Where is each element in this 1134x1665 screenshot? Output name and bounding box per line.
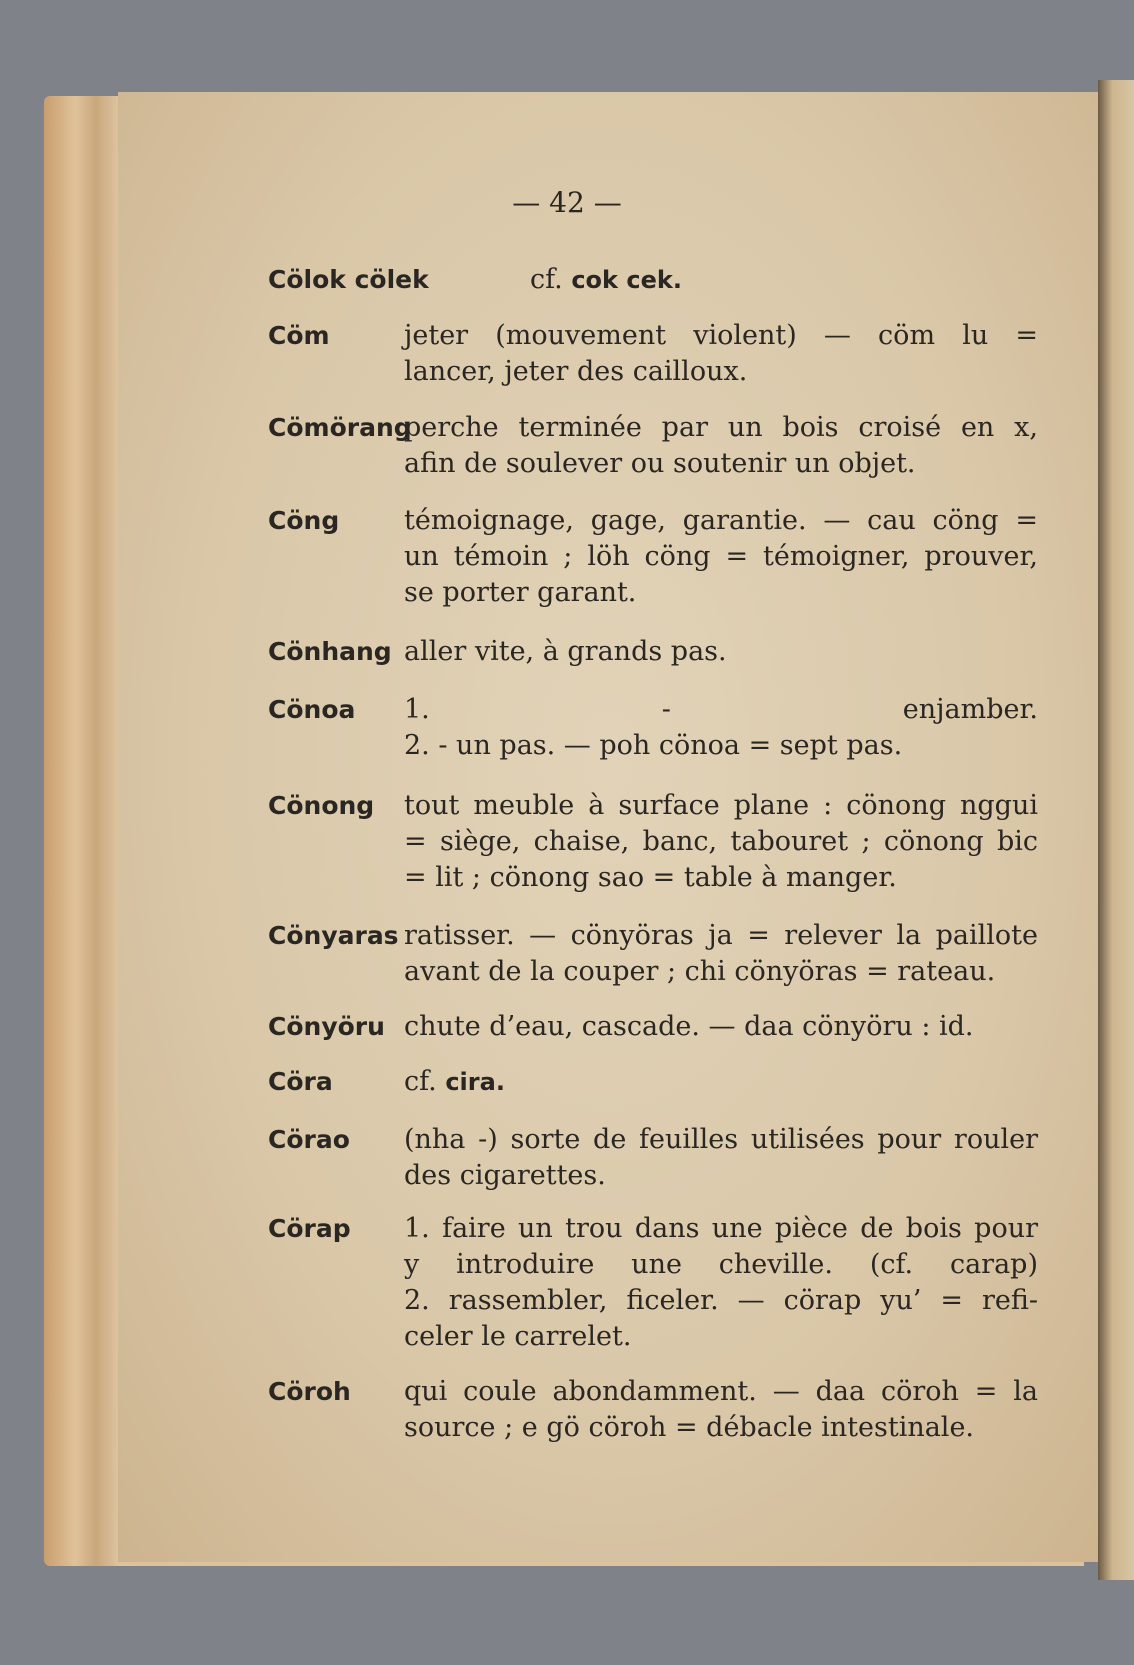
definition-line [404, 728, 1038, 764]
headword: Cönyaras [268, 921, 399, 950]
definition [404, 318, 1038, 390]
definition-line [530, 262, 1038, 298]
dictionary-entry [268, 410, 1038, 482]
definition-line [404, 1009, 1038, 1045]
definition-text: = siège, chaise, banc, tabouret ; cönong bic [404, 826, 1038, 857]
definition-line [404, 1374, 1038, 1410]
headword: Cölok cölek [268, 265, 429, 294]
dictionary-entry [268, 634, 1038, 670]
dictionary-entry [268, 1122, 1038, 1194]
dictionary-entry [268, 1064, 1038, 1100]
headword: Cönhang [268, 637, 392, 666]
definition-line [404, 1247, 1038, 1283]
definition-text: 2. rassembler, ficeler. — cörap yu’ = refi- [404, 1285, 1038, 1316]
definition [404, 1374, 1038, 1446]
definition-text: témoignage, gage, garantie. — cau cöng = [404, 505, 1038, 536]
definition-text: ratisser. — cönyöras ja = relever la paillote [404, 920, 1038, 951]
definition [404, 634, 1038, 670]
definition-text: tout meuble à surface plane : cönong nggui [404, 790, 1038, 821]
definition [404, 692, 1038, 764]
definition [404, 788, 1038, 896]
definition [404, 1064, 1038, 1100]
definition-text: 1. faire un trou dans une pièce de bois pour [404, 1213, 1038, 1244]
definition-line [404, 354, 1038, 390]
dictionary-entry [268, 503, 1038, 611]
definition-text: chute d’eau, cascade. — daa cönyöru : id. [404, 1011, 974, 1042]
definition-text: = lit ; cönong sao = table à manger. [404, 862, 897, 893]
headword: Cönong [268, 791, 375, 820]
headword: Cörao [268, 1125, 350, 1154]
definition-text: avant de la couper ; chi cönyöras = rateau. [404, 956, 996, 987]
definition [404, 1211, 1038, 1355]
headword: Cöng [268, 506, 340, 535]
headword: Cönoa [268, 695, 356, 724]
definition-text: (nha -) sorte de feuilles utilisées pour rouler [404, 1124, 1038, 1155]
definition-line [404, 824, 1038, 860]
definition-line [404, 918, 1038, 954]
cross-reference: cok cek. [571, 266, 682, 294]
dictionary-entry [268, 692, 1038, 764]
dictionary-entry [268, 1211, 1038, 1355]
definition-line [404, 1410, 1038, 1446]
definition [530, 262, 1038, 298]
facing-page-edge [1098, 80, 1134, 1580]
definition-line [404, 318, 1038, 354]
dictionary-entry [268, 318, 1038, 390]
definition-text: lancer, jeter des cailloux. [404, 356, 748, 387]
definition-text: 1. - enjamber. [404, 694, 1038, 725]
dictionary-entry [268, 918, 1038, 990]
definition-line [404, 446, 1038, 482]
definition-text: aller vite, à grands pas. [404, 636, 727, 667]
definition-text: perche terminée par un bois croisé en x, [404, 412, 1038, 443]
definition-line [404, 1122, 1038, 1158]
cross-reference: cira. [445, 1068, 505, 1096]
definition-line [404, 1158, 1038, 1194]
headword: Cöm [268, 321, 330, 350]
definition-line [404, 410, 1038, 446]
definition-line [404, 539, 1038, 575]
definition-line [404, 788, 1038, 824]
definition-line [404, 634, 1038, 670]
definition-text: y introduire une cheville. (cf. carap) [404, 1249, 1038, 1280]
definition-line [404, 503, 1038, 539]
definition-line [404, 1319, 1038, 1355]
definition-line [404, 1211, 1038, 1247]
definition-text: celer le carrelet. [404, 1321, 632, 1352]
headword: Cöroh [268, 1377, 351, 1406]
definition [404, 918, 1038, 990]
definition-line [404, 1064, 1038, 1100]
definition-text: cf. [530, 264, 572, 295]
dictionary-entry [268, 1009, 1038, 1045]
definition-line [404, 860, 1038, 896]
definition-text: des cigarettes. [404, 1160, 606, 1191]
headword: Cörap [268, 1214, 351, 1243]
definition [404, 1009, 1038, 1045]
definition-text: jeter (mouvement violent) — cöm lu = [404, 320, 1038, 351]
definition-text: cf. [404, 1066, 446, 1097]
definition-line [404, 692, 1038, 728]
definition-text: qui coule abondamment. — daa cöroh = la [404, 1376, 1038, 1407]
dictionary-entry [268, 262, 1038, 298]
headword: Cöra [268, 1067, 333, 1096]
definition [404, 1122, 1038, 1194]
definition-line [404, 575, 1038, 611]
headword: Cönyöru [268, 1012, 385, 1041]
definition-line [404, 954, 1038, 990]
definition-text: un témoin ; löh cöng = témoigner, prouver, [404, 541, 1038, 572]
definition-text: afin de soulever ou soutenir un objet. [404, 448, 916, 479]
definition-text: source ; e gö cöroh = débacle intestinale. [404, 1412, 975, 1443]
definition-text: se porter garant. [404, 577, 637, 608]
definition-text: 2. - un pas. — poh cönoa = sept pas. [404, 730, 903, 761]
definition-line [404, 1283, 1038, 1319]
dictionary-entry [268, 1374, 1038, 1446]
definition [404, 503, 1038, 611]
page-number: — 42 — [512, 186, 622, 219]
definition [404, 410, 1038, 482]
headword: Cömörang [268, 413, 412, 442]
dictionary-entry [268, 788, 1038, 896]
